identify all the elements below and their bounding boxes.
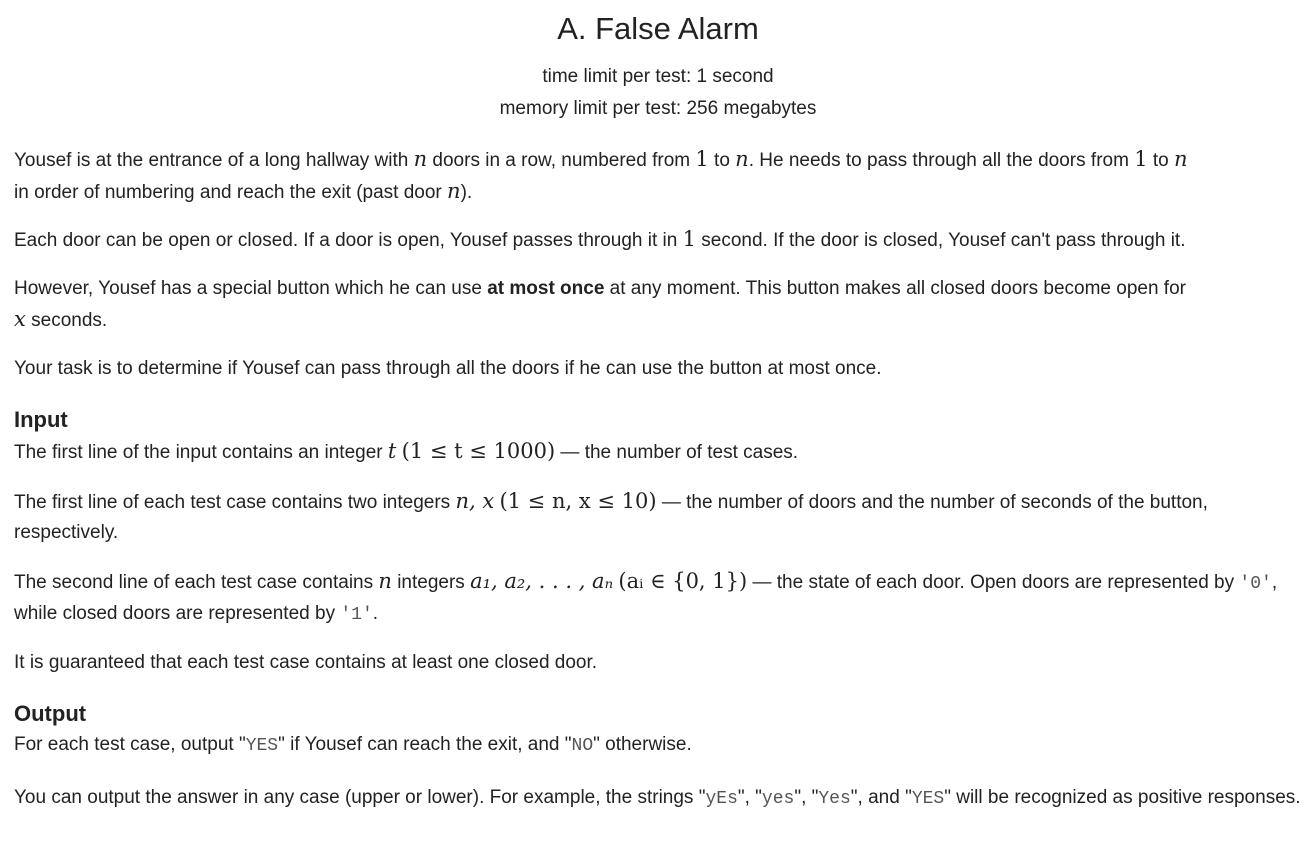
statement-paragraph-3: However, Yousef has a special button which he can use at most once at any moment. This button makes all closed doors become open for x seconds. — [14, 278, 1186, 331]
statement-paragraph-4: Your task is to determine if Yousef can pass through all the doors if he can use the button at most once. — [14, 358, 882, 379]
output-heading: Output — [14, 701, 87, 726]
output-paragraph-1: For each test case, output "YES" if Yousef can reach the exit, and "NO" otherwise. — [14, 734, 692, 756]
memory-limit: memory limit per test: 256 megabytes — [499, 98, 817, 119]
statement-paragraph-2: Each door can be open or closed. If a door is open, Yousef passes through it in 1 second. If the door is closed, Yousef can't pass through it. — [14, 227, 1186, 251]
input-paragraph-4: It is guaranteed that each test case contains at least one closed door. — [14, 652, 598, 673]
input-paragraph-1: The first line of the input contains an integer t (1 ≤ t ≤ 1000) — the number of test cases. — [14, 439, 799, 463]
problem-title: A. False Alarm — [557, 11, 759, 46]
input-heading: Input — [14, 407, 68, 432]
output-paragraph-2: You can output the answer in any case (upper or lower). For example, the strings "yEs", "yes", "Yes", and "YES" will be recognized as positive responses. — [14, 787, 1301, 809]
statement-paragraph-1: Yousef is at the entrance of a long hallway with n doors in a row, numbered from 1 to n. He needs to pass through all the doors from 1 to n in order of numbering and reach the exit (past door n). — [14, 147, 1188, 203]
input-paragraph-2: The first line of each test case contains two integers n, x (1 ≤ n, x ≤ 10) — the number of doors and the number of seconds of the button, respectively. — [14, 489, 1208, 543]
time-limit: time limit per test: 1 second — [542, 66, 774, 87]
input-paragraph-3: The second line of each test case contains n integers a₁, a₂, . . . , aₙ (aᵢ ∈ {0, 1}) — the state of each door. Open doors are represented by '0', while closed doors are represented by '1'. — [14, 569, 1278, 625]
